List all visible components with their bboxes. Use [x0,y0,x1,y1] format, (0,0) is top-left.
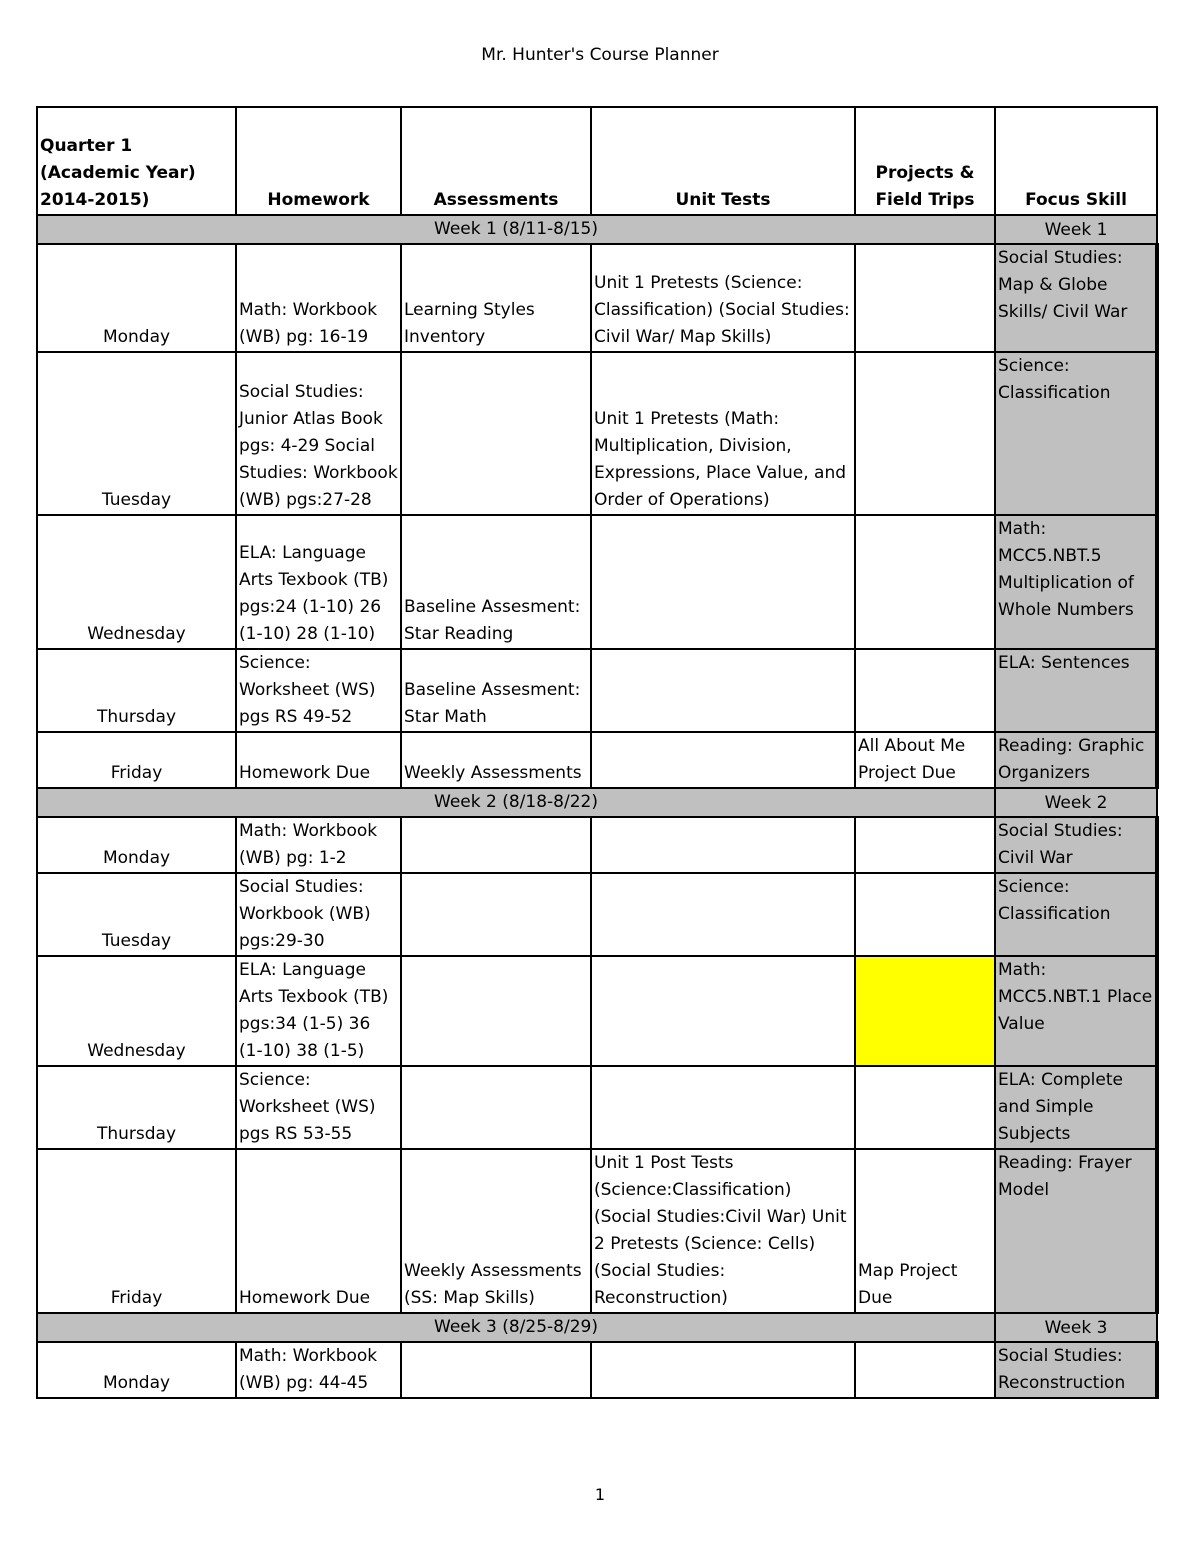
focus-skill-cell: ELA: Complete and Simple Subjects [995,1066,1157,1149]
unit-tests-cell [591,956,855,1066]
course-planner-table [36,106,1159,1399]
day-name: Monday [37,1342,236,1398]
projects-cell [855,244,995,352]
projects-cell [855,1342,995,1398]
assessments-cell: Weekly Assessments [401,732,591,788]
homework-cell: Social Studies: Workbook (WB) pgs:29-30 [236,873,401,956]
assessments-cell: Learning Styles Inventory [401,244,591,352]
week-band-label: Week 3 (8/25-8/29) [37,1313,995,1342]
day-name: Wednesday [37,515,236,649]
day-row [37,1342,1157,1398]
day-row [37,515,1157,649]
focus-skill-cell: Social Studies: Civil War [995,817,1157,873]
assessments-cell [401,956,591,1066]
header-row [37,107,1157,215]
focus-skill-cell: Social Studies: Reconstruction [995,1342,1157,1398]
homework-cell: Science: Worksheet (WS) pgs RS 53-55 [236,1066,401,1149]
unit-tests-cell [591,1066,855,1149]
highlighted-projects-cell [855,956,995,1066]
header-quarter: Quarter 1 (Academic Year) 2014-2015) [37,107,236,215]
focus-skill-cell: Science: Classification [995,873,1157,956]
day-name: Friday [37,1149,236,1313]
week-focus-label: Week 1 [995,215,1157,244]
assessments-cell [401,1066,591,1149]
projects-cell [855,649,995,732]
assessments-cell [401,1342,591,1398]
assessments-cell: Baseline Assesment: Star Reading [401,515,591,649]
focus-skill-cell: Math: MCC5.NBT.5 Multiplication of Whole Numbers [995,515,1157,649]
homework-cell: ELA: Language Arts Texbook (TB) pgs:34 (1-5) 36 (1-10) 38 (1-5) [236,956,401,1066]
unit-tests-cell: Unit 1 Pretests (Math: Multiplication, Division, Expressions, Place Value, and Order of Operations) [591,352,855,515]
page-number: 1 [594,1485,606,1504]
day-name: Thursday [37,1066,236,1149]
assessments-cell [401,352,591,515]
day-name: Thursday [37,649,236,732]
assessments-cell: Weekly Assessments (SS: Map Skills) [401,1149,591,1313]
week-band-row [37,215,1157,244]
week-focus-label: Week 2 [995,788,1157,817]
homework-cell: Social Studies: Junior Atlas Book pgs: 4-29 Social Studies: Workbook (WB) pgs:27-28 [236,352,401,515]
homework-cell: Math: Workbook (WB) pg: 1-2 [236,817,401,873]
unit-tests-cell [591,649,855,732]
day-row [37,873,1157,956]
projects-cell [855,817,995,873]
homework-cell: Math: Workbook (WB) pg: 16-19 [236,244,401,352]
week-band-label: Week 2 (8/18-8/22) [37,788,995,817]
projects-cell [855,1066,995,1149]
homework-cell: Homework Due [236,732,401,788]
projects-cell: Map Project Due [855,1149,995,1313]
day-name: Monday [37,817,236,873]
unit-tests-cell [591,515,855,649]
unit-tests-cell: Unit 1 Post Tests (Science:Classification) (Social Studies:Civil War) Unit 2 Pretests (Science: Cells) (Social Studies: Reconstruction) [591,1149,855,1313]
assessments-cell: Baseline Assesment: Star Math [401,649,591,732]
focus-skill-cell: Science: Classification [995,352,1157,515]
projects-cell [855,873,995,956]
focus-skill-cell: Reading: Graphic Organizers [995,732,1157,788]
assessments-cell [401,817,591,873]
unit-tests-cell [591,873,855,956]
assessments-cell [401,873,591,956]
week-focus-label: Week 3 [995,1313,1157,1342]
day-row [37,732,1157,788]
focus-skill-cell: Social Studies: Map & Globe Skills/ Civil War [995,244,1157,352]
day-name: Tuesday [37,873,236,956]
day-row [37,352,1157,515]
header-homework: Homework [236,107,401,215]
header-projects: Projects & Field Trips [855,107,995,215]
planner-body [37,215,1157,1398]
homework-cell: Science: Worksheet (WS) pgs RS 49-52 [236,649,401,732]
unit-tests-cell: Unit 1 Pretests (Science: Classification) (Social Studies: Civil War/ Map Skills) [591,244,855,352]
homework-cell: Math: Workbook (WB) pg: 44-45 [236,1342,401,1398]
week-band-row [37,1313,1157,1342]
focus-skill-cell: Reading: Frayer Model [995,1149,1157,1313]
projects-cell: All About Me Project Due [855,732,995,788]
day-row [37,1066,1157,1149]
unit-tests-cell [591,1342,855,1398]
header-focus-skill: Focus Skill [995,107,1157,215]
day-row [37,649,1157,732]
day-name: Friday [37,732,236,788]
unit-tests-cell [591,732,855,788]
header-assessments: Assessments [401,107,591,215]
day-row [37,817,1157,873]
homework-cell: Homework Due [236,1149,401,1313]
unit-tests-cell [591,817,855,873]
day-name: Tuesday [37,352,236,515]
focus-skill-cell: ELA: Sentences [995,649,1157,732]
day-name: Wednesday [37,956,236,1066]
document-title: Mr. Hunter's Course Planner [481,45,719,65]
day-row [37,244,1157,352]
day-name: Monday [37,244,236,352]
day-row [37,956,1157,1066]
projects-cell [855,352,995,515]
day-row [37,1149,1157,1313]
focus-skill-cell: Math: MCC5.NBT.1 Place Value [995,956,1157,1066]
week-band-row [37,788,1157,817]
homework-cell: ELA: Language Arts Texbook (TB) pgs:24 (1-10) 26 (1-10) 28 (1-10) [236,515,401,649]
projects-cell [855,515,995,649]
header-unit-tests: Unit Tests [591,107,855,215]
week-band-label: Week 1 (8/11-8/15) [37,215,995,244]
